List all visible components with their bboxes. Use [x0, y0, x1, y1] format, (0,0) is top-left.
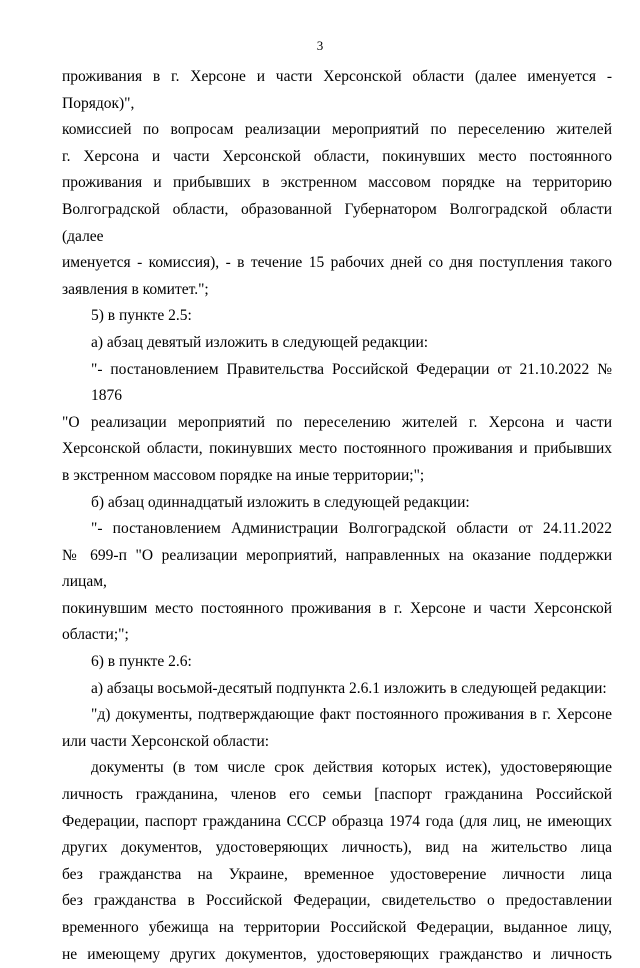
text-line: покинувшим место постоянного проживания в г. Херсоне и части Херсонской: [62, 599, 612, 617]
text-line: "д) документы, подтверждающие факт постоянного проживания в г. Херсоне: [91, 706, 612, 724]
text-line: без гражданства в Российской Федерации, свидетельство о предоставлении: [62, 892, 612, 910]
text-line: документы (в том числе срок действия которых истек), удостоверяющие: [91, 759, 612, 777]
text-line: б) абзац одиннадцатый изложить в следующей редакции:: [91, 493, 470, 511]
text-line: 6) в пункте 2.6:: [91, 653, 192, 671]
text-line: именуется - комиссия), - в течение 15 рабочих дней со дня поступления такого: [62, 254, 612, 272]
text-line: не имеющему других документов, удостоверяющих гражданство и личность: [62, 945, 612, 963]
text-line: Волгоградской области, образованной Губернатором Волгоградской области (далее: [62, 200, 612, 245]
text-line: Херсонской области, покинувших место постоянного проживания и прибывших: [62, 440, 612, 458]
text-line: 5) в пункте 2.5:: [91, 307, 192, 325]
text-line: в экстренном массовом порядке на иные территории;";: [62, 466, 425, 484]
text-line: области;";: [62, 626, 129, 644]
text-line: других документов, удостоверяющих личность), вид на жительство лица: [62, 839, 612, 857]
text-line: комиссией по вопросам реализации мероприятий по переселению жителей: [62, 121, 612, 139]
document-body: [62, 64, 612, 968]
text-line: или части Херсонской области:: [62, 732, 270, 750]
text-line: личность гражданина, членов его семьи [паспорт гражданина Российской: [62, 786, 612, 804]
text-line: г. Херсона и части Херсонской области, покинувших место постоянного: [62, 147, 612, 165]
page-number: 3: [316, 38, 324, 53]
text-line: а) абзац девятый изложить в следующей редакции:: [91, 333, 429, 351]
text-line: "О реализации мероприятий по переселению жителей г. Херсона и части: [62, 413, 612, 431]
text-line: без гражданства на Украине, временное удостоверение личности лица: [62, 865, 612, 883]
text-line: временного убежища на территории Российской Федерации, выданное лицу,: [62, 919, 612, 936]
text-line: "- постановлением Администрации Волгоградской области от 24.11.2022: [91, 520, 612, 538]
text-line: проживания и прибывших в экстренном массовом порядке на территорию: [62, 174, 612, 192]
text-line: "- постановлением Правительства Российской Федерации от 21.10.2022 № 1876: [91, 360, 612, 405]
text-line: проживания в г. Херсоне и части Херсонской области (далее именуется - Порядок)",: [62, 68, 612, 112]
text-line: заявления в комитет.";: [62, 280, 209, 298]
text-line: а) абзацы восьмой-десятый подпункта 2.6.1 изложить в следующей редакции:: [91, 679, 607, 697]
text-line: № 699-п "О реализации мероприятий, направленных на оказание поддержки лицам,: [62, 546, 612, 591]
text-line: Федерации, паспорт гражданина СССР образца 1974 года (для лиц, не имеющих: [62, 812, 612, 830]
